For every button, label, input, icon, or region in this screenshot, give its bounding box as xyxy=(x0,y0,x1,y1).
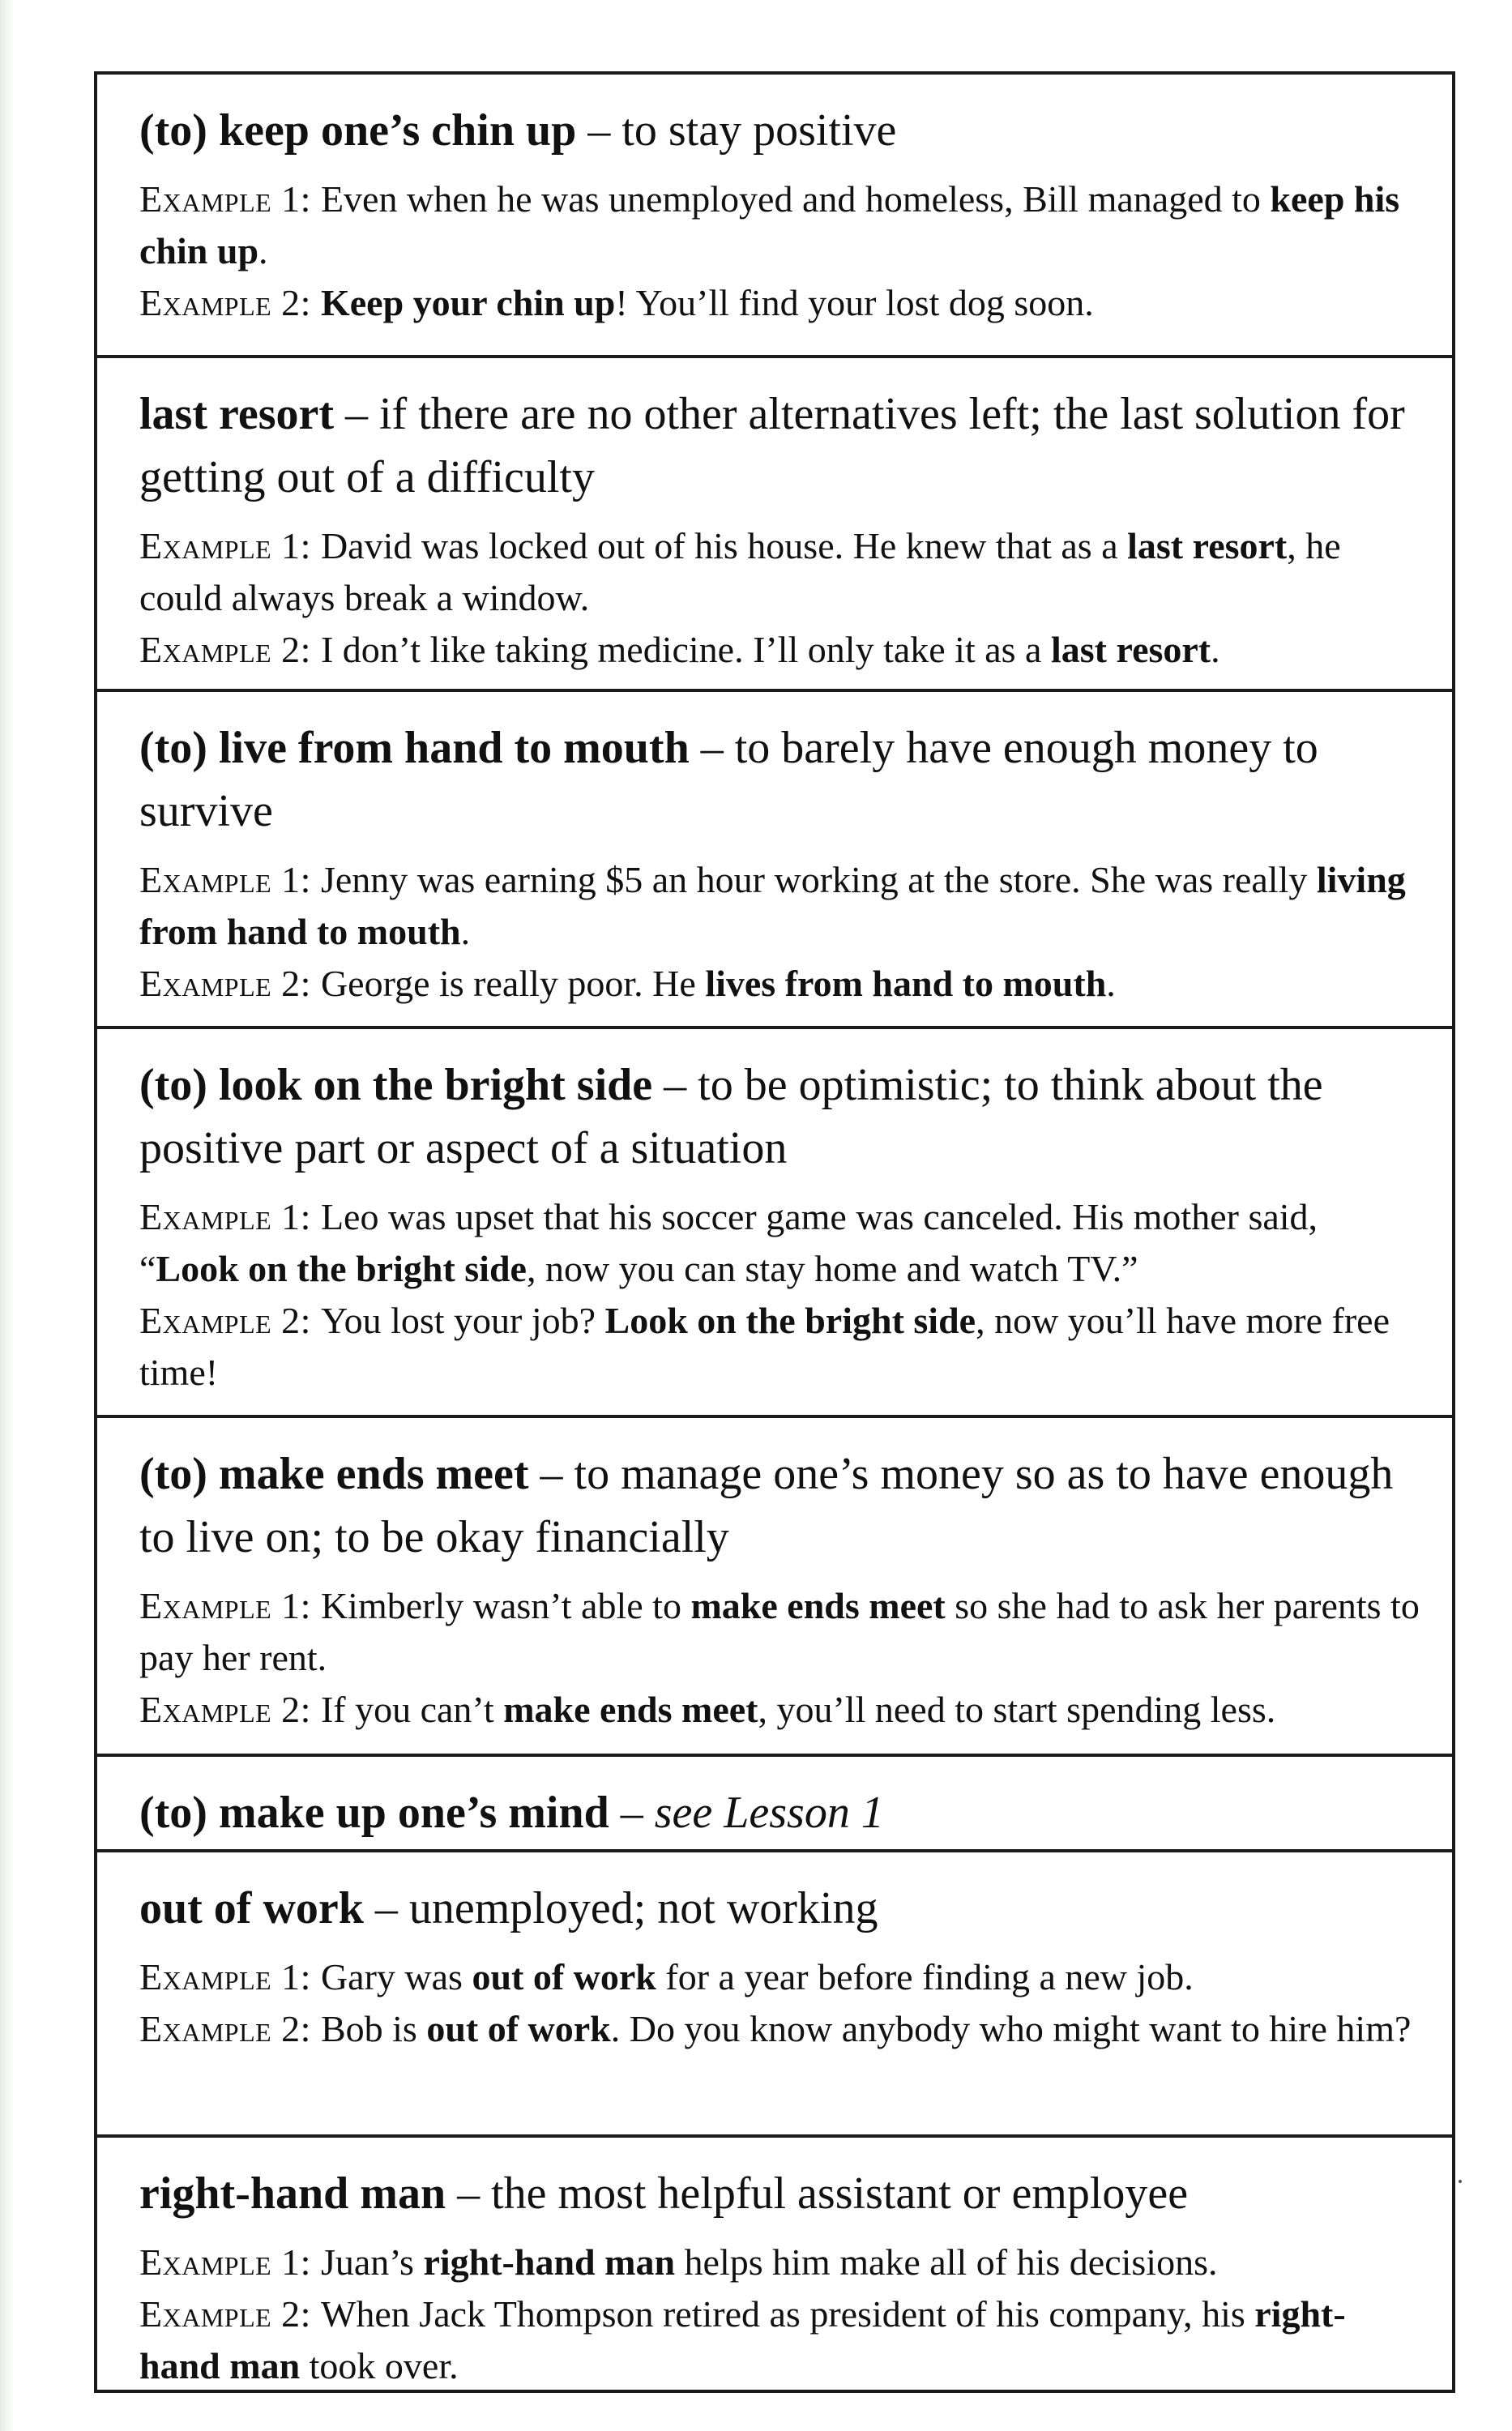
idiom-term: last resort xyxy=(139,389,334,439)
example-text: . Do you know anybody who might want to hire him? xyxy=(610,2008,1412,2049)
example-label: Example 2: xyxy=(139,282,321,323)
idiom-headline xyxy=(139,382,1420,509)
example-text: . xyxy=(460,911,471,952)
example-text: . xyxy=(258,230,268,271)
example-text: . xyxy=(1106,963,1116,1004)
term-dash: – xyxy=(609,1788,655,1838)
example-idiom: right-hand man xyxy=(139,2293,1346,2386)
scan-speck xyxy=(1459,2180,1462,2183)
idiom-headline xyxy=(139,99,1420,162)
example-sentence xyxy=(139,1684,1420,1736)
example-idiom: out of work xyxy=(426,2008,611,2049)
example-text: Kimberly wasn’t able to xyxy=(320,1585,691,1626)
example-text: Even when he was unemployed and homeless, Bill managed to xyxy=(320,178,1271,220)
idiom-entry xyxy=(97,75,1452,358)
example-idiom: make ends meet xyxy=(503,1689,758,1730)
example-idiom: Keep your chin up xyxy=(320,282,616,323)
example-text: If you can’t xyxy=(320,1689,504,1730)
example-idiom: make ends meet xyxy=(690,1585,946,1626)
example-sentence xyxy=(139,173,1420,277)
example-text: helps him make all of his decisions. xyxy=(675,2241,1218,2283)
idiom-definitions-box xyxy=(94,71,1455,2393)
example-text: ! You’ll find your lost dog soon. xyxy=(615,282,1094,323)
example-label: Example 1: xyxy=(139,525,321,566)
term-dash: – xyxy=(528,1449,574,1499)
example-text: , now you’ll have more free time! xyxy=(139,1300,1390,1393)
idiom-headline xyxy=(139,1877,1420,1940)
term-dash: – xyxy=(689,723,735,773)
idiom-term: (to) make ends meet xyxy=(139,1449,529,1499)
example-idiom: last resort xyxy=(1050,629,1211,670)
example-text: , he could always break a window. xyxy=(139,525,1341,618)
example-label: Example 1: xyxy=(139,178,321,220)
example-idiom: out of work xyxy=(472,1956,656,1997)
example-sentence xyxy=(139,854,1420,958)
idiom-entry xyxy=(97,1757,1452,1852)
idiom-term: (to) make up one’s mind xyxy=(139,1788,609,1838)
example-idiom: living from hand to mouth xyxy=(139,859,1406,952)
example-label: Example 1: xyxy=(139,859,321,900)
example-sentence xyxy=(139,1951,1420,2003)
example-sentence xyxy=(139,2237,1420,2288)
example-text: Gary was xyxy=(320,1956,472,1997)
example-text: Jenny was earning $5 an hour working at the store. She was really xyxy=(320,859,1317,900)
example-idiom: Look on the bright side xyxy=(156,1248,527,1289)
term-dash: – xyxy=(446,2168,492,2219)
idiom-term: (to) live from hand to mouth xyxy=(139,723,690,773)
example-sentence xyxy=(139,2003,1420,2055)
example-text: I don’t like taking medicine. I’ll only take it as a xyxy=(320,629,1051,670)
example-text: , you’ll need to start spending less. xyxy=(758,1689,1276,1730)
idiom-term: out of work xyxy=(139,1883,364,1933)
example-label: Example 2: xyxy=(139,2008,321,2049)
example-sentence xyxy=(139,1191,1420,1295)
example-label: Example 2: xyxy=(139,1300,321,1341)
idiom-definition: to manage one’s money so as to have enough to live on; to be okay financially xyxy=(139,1449,1394,1562)
example-text: You lost your job? xyxy=(320,1300,605,1341)
term-dash: – xyxy=(363,1883,409,1933)
example-sentence xyxy=(139,520,1420,624)
example-text: Bob is xyxy=(320,2008,427,2049)
example-text: . xyxy=(1211,629,1220,670)
term-dash: – xyxy=(334,389,379,439)
idiom-entry xyxy=(97,2138,1452,2390)
idiom-headline xyxy=(139,2162,1420,2225)
term-dash: – xyxy=(652,1060,698,1110)
example-sentence xyxy=(139,277,1420,329)
idiom-definition: to be optimistic; to think about the positive part or aspect of a situation xyxy=(139,1060,1323,1173)
idiom-headline xyxy=(139,1781,1420,1844)
example-label: Example 2: xyxy=(139,1689,321,1730)
example-text: took over. xyxy=(300,2345,459,2386)
example-text: George is really poor. He xyxy=(320,963,706,1004)
example-sentence xyxy=(139,1580,1420,1684)
idiom-definition: to stay positive xyxy=(621,105,897,156)
example-text: When Jack Thompson retired as president of his company, his xyxy=(320,2293,1255,2335)
example-idiom: lives from hand to mouth xyxy=(705,963,1107,1004)
example-text: Leo was upset that his soccer game was canceled. His mother said, “ xyxy=(139,1196,1318,1289)
example-sentence xyxy=(139,1295,1420,1399)
idiom-cross-reference: see Lesson 1 xyxy=(654,1788,884,1838)
example-sentence xyxy=(139,958,1420,1010)
idiom-term: right-hand man xyxy=(139,2168,446,2219)
idiom-term: (to) look on the bright side xyxy=(139,1060,653,1110)
idiom-definition: if there are no other alternatives left; the last solution for getting out of a difficulty xyxy=(139,389,1405,502)
example-text: for a year before finding a new job. xyxy=(656,1956,1194,1997)
idiom-headline xyxy=(139,716,1420,843)
example-idiom: Look on the bright side xyxy=(604,1300,976,1341)
example-text: David was locked out of his house. He knew that as a xyxy=(320,525,1128,566)
example-label: Example 1: xyxy=(139,1956,321,1997)
example-sentence xyxy=(139,624,1420,676)
idiom-definition: unemployed; not working xyxy=(408,1883,878,1933)
example-label: Example 1: xyxy=(139,1196,321,1237)
example-text: Juan’s xyxy=(320,2241,424,2283)
idiom-entry xyxy=(97,1418,1452,1757)
example-idiom: keep his chin up xyxy=(139,178,1400,271)
page-edge-shadow xyxy=(0,0,16,2431)
term-dash: – xyxy=(576,105,622,156)
idiom-definition: the most helpful assistant or employee xyxy=(491,2168,1189,2219)
idiom-headline xyxy=(139,1053,1420,1180)
example-sentence xyxy=(139,2288,1420,2390)
idiom-entry xyxy=(97,1852,1452,2138)
example-idiom: last resort xyxy=(1127,525,1288,566)
example-label: Example 1: xyxy=(139,1585,321,1626)
example-label: Example 2: xyxy=(139,629,321,670)
idiom-term: (to) keep one’s chin up xyxy=(139,105,577,156)
idiom-headline xyxy=(139,1442,1420,1569)
example-label: Example 1: xyxy=(139,2241,321,2283)
example-text: , now you can stay home and watch TV.” xyxy=(526,1248,1138,1289)
idiom-entry xyxy=(97,358,1452,692)
example-label: Example 2: xyxy=(139,2293,321,2335)
idiom-definition: to barely have enough money to survive xyxy=(139,723,1318,836)
example-idiom: right-hand man xyxy=(423,2241,676,2283)
idiom-entry xyxy=(97,1029,1452,1418)
example-label: Example 2: xyxy=(139,963,321,1004)
idiom-entry xyxy=(97,692,1452,1029)
example-text: so she had to ask her parents to pay her rent. xyxy=(139,1585,1420,1678)
